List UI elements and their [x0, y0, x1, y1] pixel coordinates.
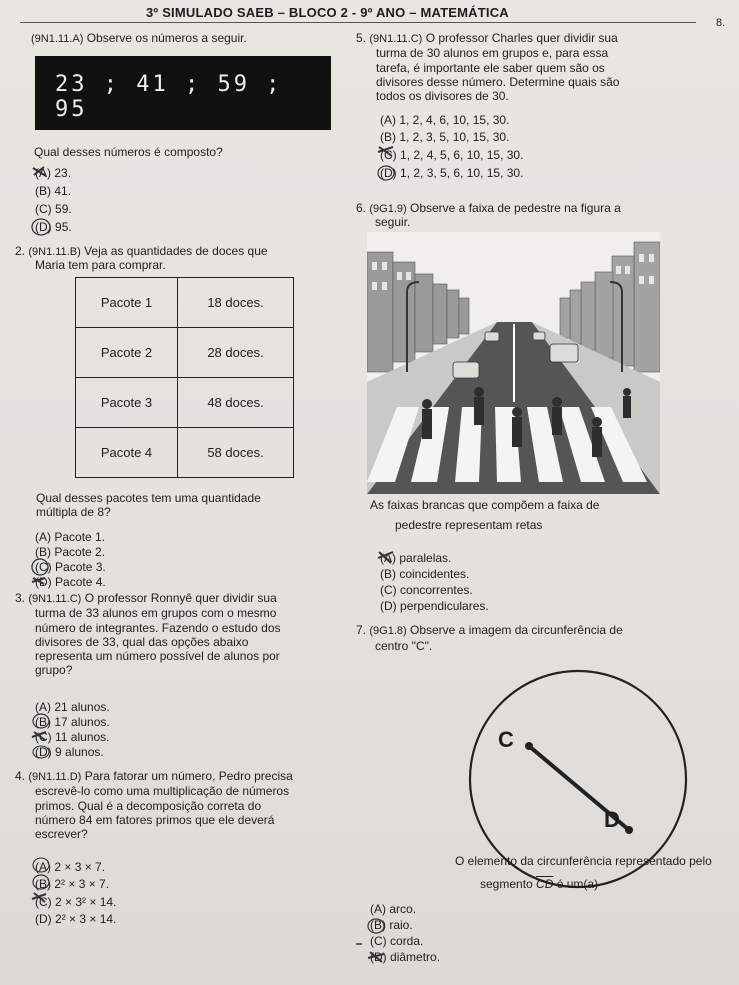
q7-label-c: C: [498, 727, 514, 752]
q2-option-a: (A) Pacote 1.: [35, 530, 106, 544]
q3-option-c: (C) 11 alunos.: [35, 730, 110, 744]
q4-option-d: (D) 2² × 3 × 14.: [35, 912, 117, 926]
q6-option-a: (A) paralelas.: [380, 551, 452, 565]
table-cell: 58 doces.: [178, 428, 294, 478]
table-row: [76, 428, 294, 478]
q5-option-a: (A) 1, 2, 4, 6, 10, 15, 30.: [380, 113, 510, 127]
point-d: [625, 826, 633, 834]
page-label: 8.: [716, 17, 726, 29]
q1-option-b: (B) 41.: [35, 184, 72, 198]
q7-pencil-marks: [350, 912, 390, 966]
q3-option-d: (D) 9 alunos.: [35, 745, 104, 759]
q7-statement-1: 7. (9G1.8) Observe a imagem da circunferência de: [356, 623, 623, 637]
q1-option-c: (C) 59.: [35, 202, 72, 216]
q6-statement-2: seguir.: [375, 215, 411, 229]
q5-pencil-marks: [376, 143, 406, 183]
q6-question-2: pedestre representam retas: [395, 518, 543, 532]
q4-option-b: (B) 2² × 3 × 7.: [35, 877, 110, 891]
table-cell: Pacote 1: [76, 278, 178, 328]
q2-option-d: (D) Pacote 4.: [35, 575, 106, 589]
q4-pencil-marks: [30, 856, 60, 910]
q3-pencil-marks: [30, 712, 60, 760]
q1-statement: (9N1.11.A) Observe os números a seguir.: [31, 31, 247, 45]
q3-option-a: (A) 21 alunos.: [35, 700, 110, 714]
q4-option-a: (A) 2 × 3 × 7.: [35, 860, 106, 874]
q2-statement-1: 2. (9N1.11.B) Veja as quantidades de doces que: [15, 244, 268, 258]
q2-option-c: (C) Pacote 3.: [35, 560, 106, 574]
q1-option-a: (A) 23.: [35, 166, 72, 180]
exam-title: 3º SIMULADO SAEB – BLOCO 2 - 9º ANO – MATEMÁTICA: [146, 5, 509, 20]
q6-option-d: (D) perpendiculares.: [380, 599, 489, 613]
q7-option-c: (C) corda.: [370, 934, 424, 948]
q7-option-d: (D) diâmetro.: [370, 950, 441, 964]
q6-crosswalk-image: [367, 232, 660, 494]
q4-option-c: (C) 2 × 3² × 14.: [35, 895, 117, 909]
q7-question-1: O elemento da circunferência representado pelo: [455, 854, 712, 868]
q2-pencil-marks: [30, 556, 60, 590]
q7-statement-2: centro "C".: [375, 639, 433, 653]
q7-option-a: (A) arco.: [370, 902, 417, 916]
q1-numbers: 23 ; 41 ; 59 ; 95: [55, 72, 283, 122]
q2-option-b: (B) Pacote 2.: [35, 545, 106, 559]
q2-question-1: Qual desses pacotes tem uma quantidade: [36, 491, 261, 505]
table-row: [76, 378, 294, 428]
q1-option-d: (D) 95.: [35, 220, 72, 234]
segment-label: $\overline{CD}$: [536, 877, 554, 891]
q6-option-b: (B) coincidentes.: [380, 567, 470, 581]
table-cell: 28 doces.: [178, 328, 294, 378]
q6-pencil-marks: [376, 548, 406, 568]
table-cell: Pacote 4: [76, 428, 178, 478]
q3-statement: 3. (9N1.11.C) O professor Ronnyê quer dividir sua turma de 33 alunos em grupos com o mesmo número de integrantes. Fazendo o estudo dos divisores de 33, qual das opções abaixo representa um número possível de alunos por grupo?: [15, 591, 281, 678]
table-cell: 18 doces.: [178, 278, 294, 328]
q6-statement-1: 6. (9G1.9) Observe a faixa de pedestre na figura a: [356, 201, 621, 215]
point-c: [525, 742, 533, 750]
q7-label-d: D: [604, 807, 620, 832]
table-row: [76, 278, 294, 328]
table-cell: Pacote 2: [76, 328, 178, 378]
q2-doces-table: [75, 277, 294, 478]
q5-option-b: (B) 1, 2, 3, 5, 10, 15, 30.: [380, 130, 510, 144]
header-rule: [20, 22, 696, 23]
q1-question: Qual desses números é composto?: [34, 145, 223, 159]
q3-option-b: (B) 17 alunos.: [35, 715, 110, 729]
table-cell: 48 doces.: [178, 378, 294, 428]
q1-number-banner: [35, 56, 331, 130]
table-cell: Pacote 3: [76, 378, 178, 428]
q5-statement: 5. (9N1.11.C) O professor Charles quer dividir sua turma de 30 alunos em grupos e, para essa tarefa, é importante ele saber quem são os divisores desse número. Determine quais são todos os divisores de 30.: [356, 31, 620, 104]
q7-option-b: (B) raio.: [370, 918, 413, 932]
q1-pencil-marks: [30, 162, 60, 240]
q2-statement-2: Maria tem para comprar.: [35, 258, 166, 272]
q6-question-1: As faixas brancas que compõem a faixa de: [370, 498, 600, 512]
q5-option-c: (C) 1, 2, 4, 5, 6, 10, 15, 30.: [380, 148, 524, 162]
table-row: [76, 328, 294, 378]
q6-option-c: (C) concorrentes.: [380, 583, 473, 597]
q5-option-d: (D) 1, 2, 3, 5, 6, 10, 15, 30.: [380, 166, 524, 180]
q4-statement: 4. (9N1.11.D) Para fatorar um número, Pedro precisa escrevê-lo como uma multiplicação de números primos. Qual é a decomposição correta do número 84 em fatores primos que ele deverá escrever?: [15, 769, 293, 842]
q2-question-2: múltipla de 8?: [36, 505, 111, 519]
q7-question-2: segmento $\overline{CD}$ é um(a): [480, 877, 599, 891]
